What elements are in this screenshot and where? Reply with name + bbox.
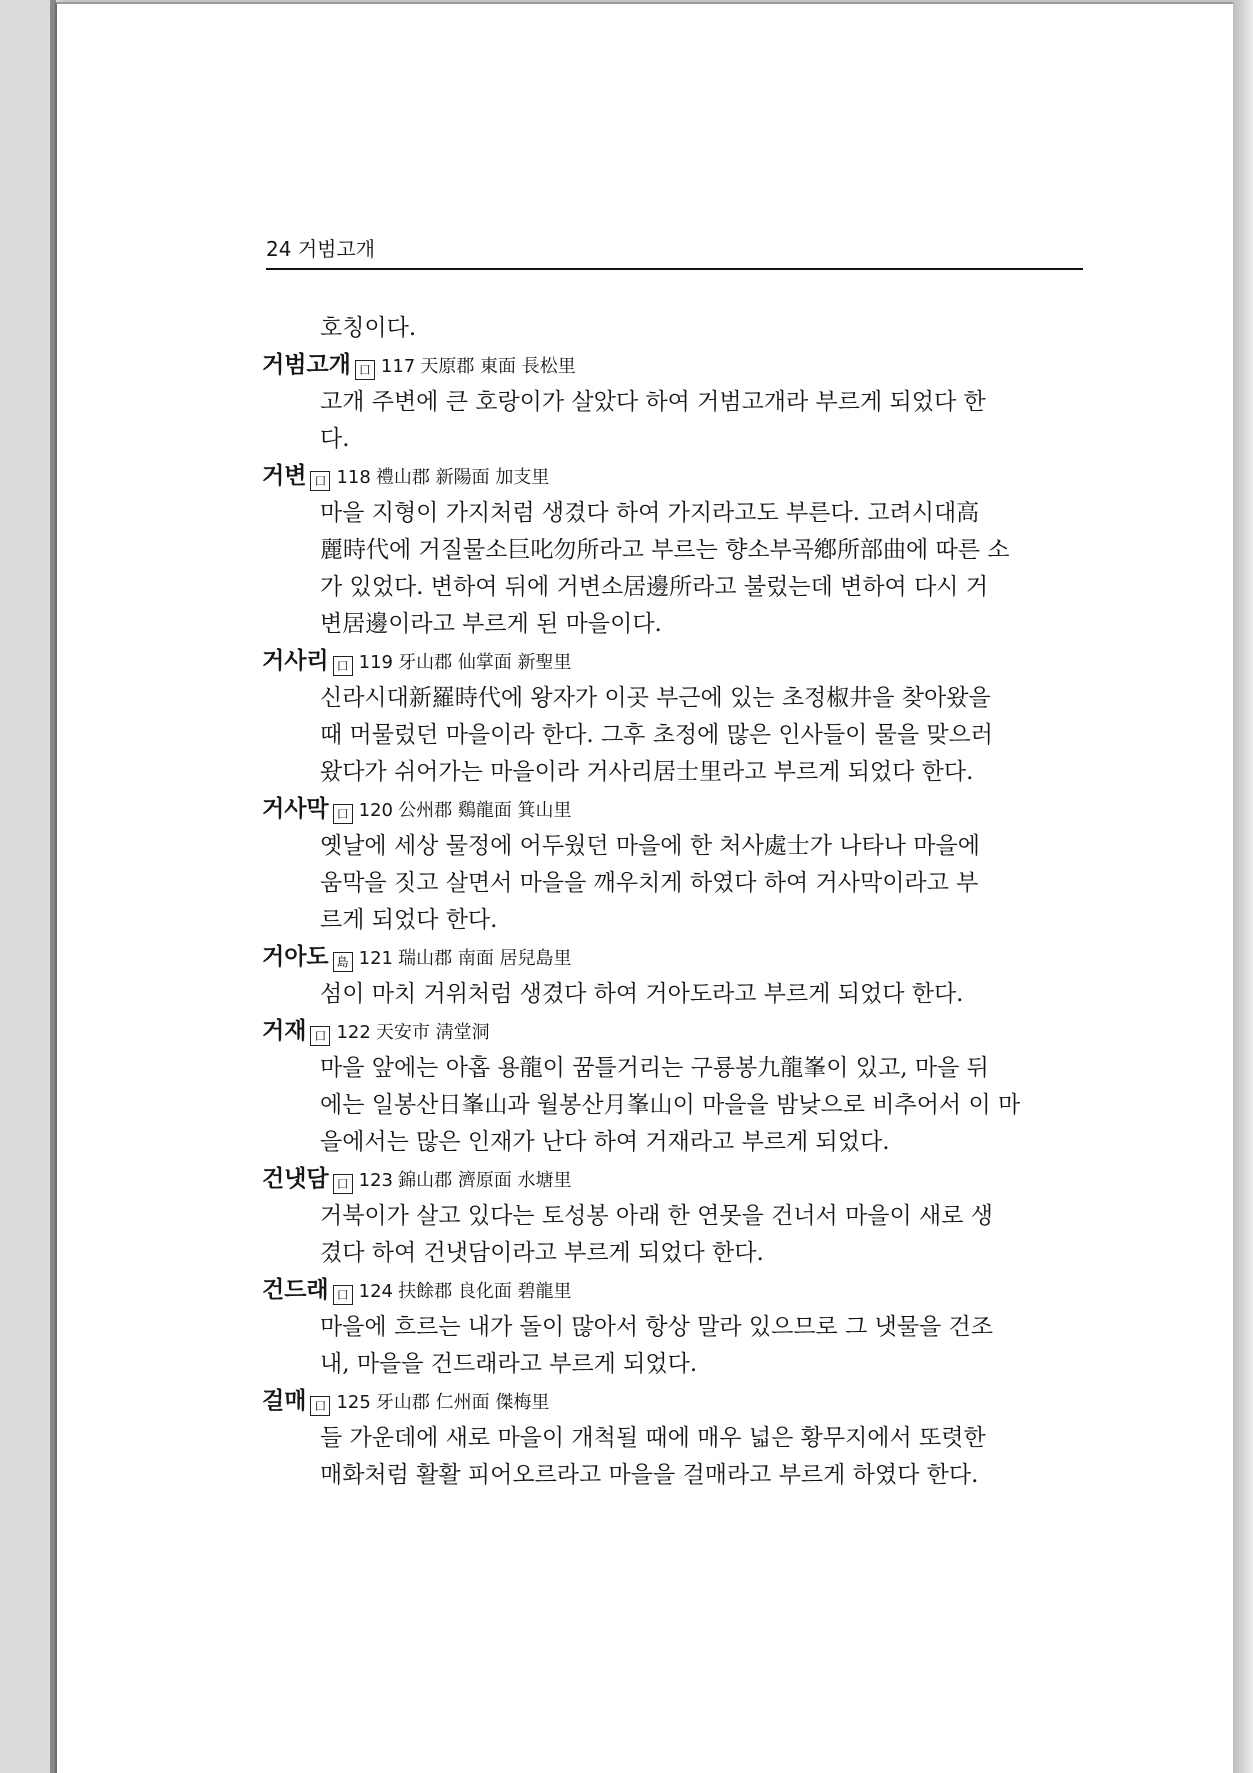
entry-text-line: 옛날에 세상 물정에 어두웠던 마을에 한 처사處士가 나타나 마을에: [320, 833, 980, 859]
category-mark: 口: [310, 1396, 330, 1416]
category-mark: 口: [333, 1285, 353, 1305]
entry-number: 118: [336, 467, 371, 488]
entry-headword: 거범고개: [262, 352, 351, 378]
entry-location: 天安市 淸堂洞: [375, 1022, 490, 1043]
entry-headword: 거아도: [262, 944, 329, 970]
document-body: [262, 310, 1086, 1494]
entry-heading: [262, 347, 1086, 384]
entry-text-line: 르게 되었다 한다.: [320, 907, 498, 933]
category-mark: 島: [333, 952, 353, 972]
entry-text-line: 때 머물렀던 마을이라 한다. 그후 초정에 많은 인사들이 물을 맞으러: [320, 722, 993, 748]
entry-heading: [262, 1161, 1086, 1198]
entry-text-line: 내, 마을을 건드래라고 부르게 되었다.: [320, 1351, 698, 1377]
continued-line: 호칭이다.: [320, 315, 417, 341]
entry-text-line: 麗時代에 거질물소巨叱勿所라고 부르는 향소부곡鄕所部曲에 따른 소: [320, 537, 1010, 563]
entry-text-line: 변居邊이라고 부르게 된 마을이다.: [320, 611, 662, 637]
entry-number: 121: [358, 948, 394, 969]
running-title: 거범고개: [297, 237, 376, 261]
entry-heading: [262, 791, 1086, 828]
entry-text-line: 신라시대新羅時代에 왕자가 이곳 부근에 있는 초정椒井을 찾아왔을: [320, 685, 991, 711]
entry-number: 120: [358, 800, 394, 821]
entry-heading: [262, 1383, 1086, 1420]
page-number: 24: [266, 237, 292, 261]
entry-headword: 거사막: [262, 796, 329, 822]
entry-text-line: 들 가운데에 새로 마을이 개척될 때에 매우 넓은 황무지에서 또렷한: [320, 1425, 986, 1451]
entry-text-line: 거북이가 살고 있다는 토성봉 아래 한 연못을 건너서 마을이 새로 생: [320, 1203, 993, 1229]
entry-number: 122: [336, 1022, 371, 1043]
running-header: [266, 228, 1083, 270]
entry-text-line: 마을 앞에는 아홉 용龍이 꿈틀거리는 구룡봉九龍峯이 있고, 마을 뒤: [320, 1055, 989, 1081]
entry-text-line: 에는 일봉산日峯山과 월봉산月峯山이 마을을 밤낮으로 비추어서 이 마: [320, 1092, 1021, 1118]
entry-text-line: 겼다 하여 건냇담이라고 부르게 되었다 한다.: [320, 1240, 764, 1266]
entry-heading: [262, 1272, 1086, 1309]
page-right-edge: [1233, 0, 1253, 1773]
entry-text-line: 고개 주변에 큰 호랑이가 살았다 하여 거범고개라 부르게 되었다 한: [320, 389, 986, 415]
entry-headword: 걸매: [262, 1388, 307, 1414]
entry-number: 124: [358, 1281, 394, 1302]
entry-heading: [262, 939, 1086, 976]
entry-heading: [262, 643, 1086, 680]
entry-headword: 거변: [262, 463, 307, 489]
entry-headword: 건냇담: [262, 1166, 329, 1192]
entry-text-line: 가 있었다. 변하여 뒤에 거변소居邊所라고 불렀는데 변하여 다시 거: [320, 574, 989, 600]
entry-text-line: 왔다가 쉬어가는 마을이라 거사리居士里라고 부르게 되었다 한다.: [320, 759, 974, 785]
entry-location: 禮山郡 新陽面 加支里: [375, 467, 550, 488]
entry-number: 125: [336, 1392, 371, 1413]
entry-location: 牙山郡 仙掌面 新聖里: [398, 652, 572, 673]
entry-number: 117: [380, 356, 416, 377]
entry-heading: [262, 458, 1086, 495]
entry-text-line: 다.: [320, 426, 350, 452]
entry-text-line: 움막을 짓고 살면서 마을을 깨우치게 하였다 하여 거사막이라고 부: [320, 870, 979, 896]
entry-number: 123: [358, 1170, 394, 1191]
category-mark: 口: [333, 1174, 353, 1194]
entry-heading: [262, 1013, 1086, 1050]
category-mark: 口: [333, 656, 353, 676]
entry-location: 公州郡 鷄龍面 箕山里: [398, 800, 572, 821]
entry-location: 牙山郡 仁州面 傑梅里: [375, 1392, 550, 1413]
entry-text-line: 매화처럼 활활 피어오르라고 마을을 걸매라고 부르게 하였다 한다.: [320, 1462, 979, 1488]
entry-headword: 거사리: [262, 648, 329, 674]
header-text: [266, 233, 375, 262]
entry-text-line: 마을 지형이 가지처럼 생겼다 하여 가지라고도 부른다. 고려시대高: [320, 500, 980, 526]
entry-number: 119: [358, 652, 394, 673]
category-mark: 口: [355, 360, 375, 380]
entry-headword: 건드래: [262, 1277, 329, 1303]
category-mark: 口: [310, 471, 330, 491]
entry-location: 錦山郡 濟原面 水塘里: [398, 1170, 572, 1191]
entry-text-line: 섬이 마치 거위처럼 생겼다 하여 거아도라고 부르게 되었다 한다.: [320, 981, 964, 1007]
category-mark: 口: [310, 1026, 330, 1046]
entry-location: 扶餘郡 良化面 碧龍里: [398, 1281, 572, 1302]
entry-location: 瑞山郡 南面 居兒島里: [398, 948, 572, 969]
category-mark: 口: [333, 804, 353, 824]
entry-location: 天原郡 東面 長松里: [420, 356, 576, 377]
entry-headword: 거재: [262, 1018, 307, 1044]
entry-text-line: 마을에 흐르는 내가 돌이 많아서 항상 말라 있으므로 그 냇물을 건조: [320, 1314, 993, 1340]
entry-text-line: 을에서는 많은 인재가 난다 하여 거재라고 부르게 되었다.: [320, 1129, 890, 1155]
